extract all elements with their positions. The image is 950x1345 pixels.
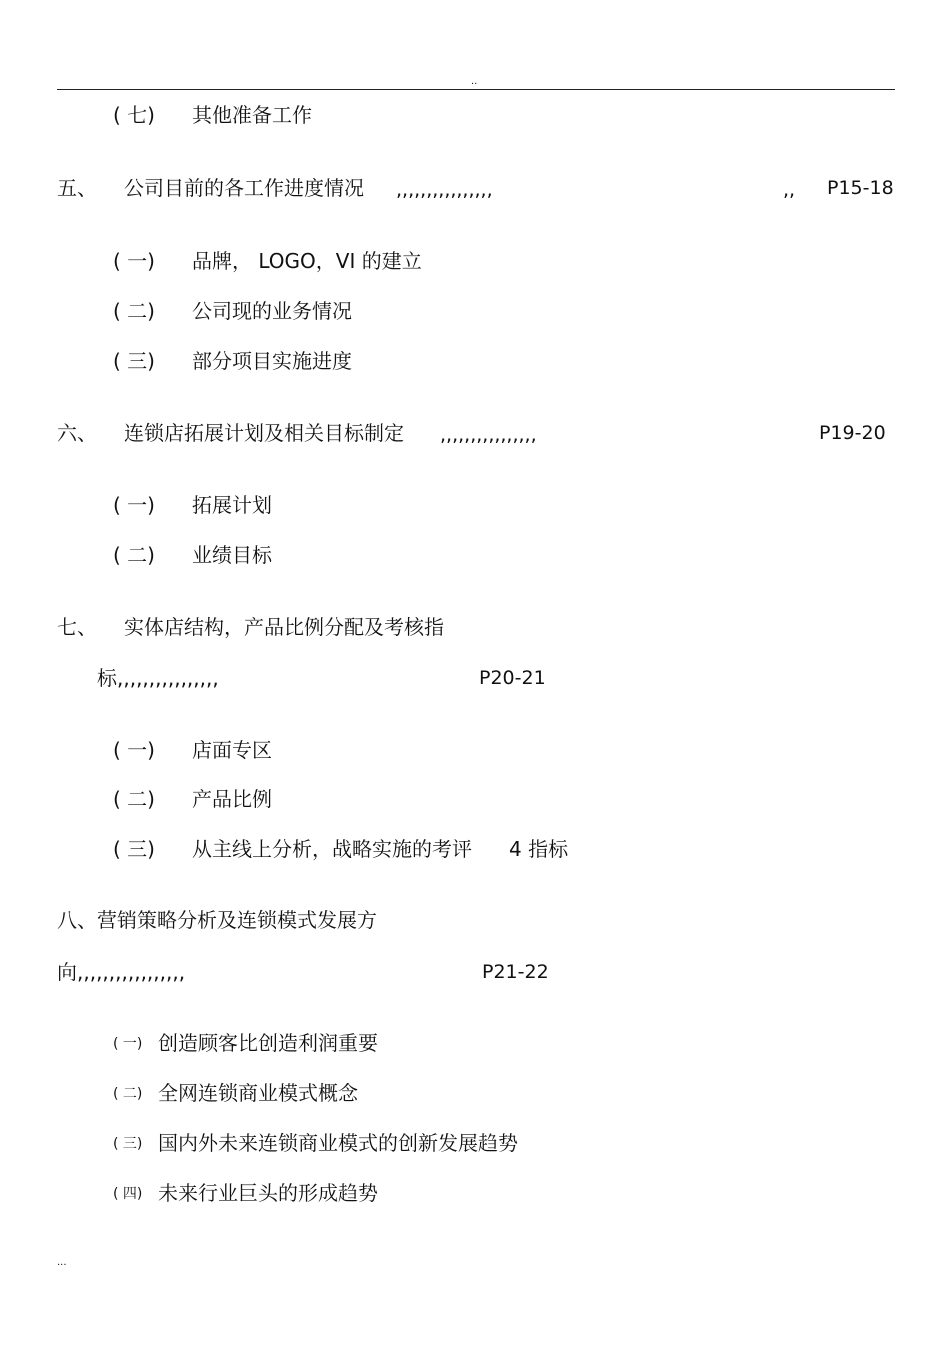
- item-number: ( 一): [113, 1036, 143, 1052]
- section-number: 五、: [57, 176, 97, 200]
- item-number: ( 三): [113, 1136, 143, 1152]
- item-title: 部分项目实施进度: [192, 349, 352, 373]
- section-title-continued: 标,,,,,,,,,,,,,,,,: [97, 666, 219, 690]
- item-title: 未来行业巨头的形成趋势: [158, 1181, 378, 1205]
- item-number: ( 三): [113, 837, 155, 861]
- item-title: 国内外未来连锁商业模式的创新发展趋势: [158, 1131, 518, 1155]
- page-ref: P20-21: [479, 667, 546, 689]
- item-title: 产品比例: [192, 787, 272, 811]
- item-number: ( 二): [113, 1086, 143, 1102]
- item-number: ( 一): [113, 493, 155, 517]
- leader-dots-end: ,,: [783, 179, 796, 201]
- item-title: 创造顾客比创造利润重要: [158, 1031, 378, 1055]
- item-title: 拓展计划: [192, 493, 272, 517]
- section-title: 连锁店拓展计划及相关目标制定: [124, 421, 404, 445]
- section-number: 七、: [57, 615, 97, 639]
- item-title: 公司现的业务情况: [192, 299, 352, 323]
- section-number: 六、: [57, 421, 97, 445]
- item-number: ( 一): [113, 249, 155, 273]
- item-number: ( 七): [113, 103, 155, 127]
- item-title: 店面专区: [192, 738, 272, 762]
- section-title: 公司目前的各工作进度情况: [124, 176, 364, 200]
- item-number: ( 二): [113, 299, 155, 323]
- item-number: ( 四): [113, 1186, 143, 1202]
- item-number: ( 二): [113, 543, 155, 567]
- item-number: ( 二): [113, 787, 155, 811]
- item-title: 全网连锁商业模式概念: [158, 1081, 358, 1105]
- page-ref: P19-20: [819, 422, 886, 444]
- header-rule: [57, 89, 895, 90]
- item-title: 业绩目标: [192, 543, 272, 567]
- item-title-extra: 4 指标: [509, 837, 569, 861]
- footer-marker: ...: [57, 1257, 67, 1268]
- header-marker: ..: [471, 76, 478, 87]
- leader-dots: ,,,,,,,,,,,,,,,,: [440, 424, 537, 446]
- item-title: 其他准备工作: [192, 103, 312, 127]
- item-number: ( 一): [113, 738, 155, 762]
- page-ref: P21-22: [482, 961, 549, 983]
- leader-dots: ,,,,,,,,,,,,,,,,: [396, 179, 493, 201]
- item-title: 从主线上分析，战略实施的考评: [192, 837, 472, 861]
- item-number: ( 三): [113, 349, 155, 373]
- section-title: 八、营销策略分析及连锁模式发展方: [57, 908, 377, 932]
- section-title: 实体店结构，产品比例分配及考核指: [124, 615, 444, 639]
- section-title-continued: 向,,,,,,,,,,,,,,,,,: [57, 960, 186, 984]
- item-title: 品牌， LOGO，VI 的建立: [192, 249, 422, 273]
- page-ref: P15-18: [827, 177, 894, 199]
